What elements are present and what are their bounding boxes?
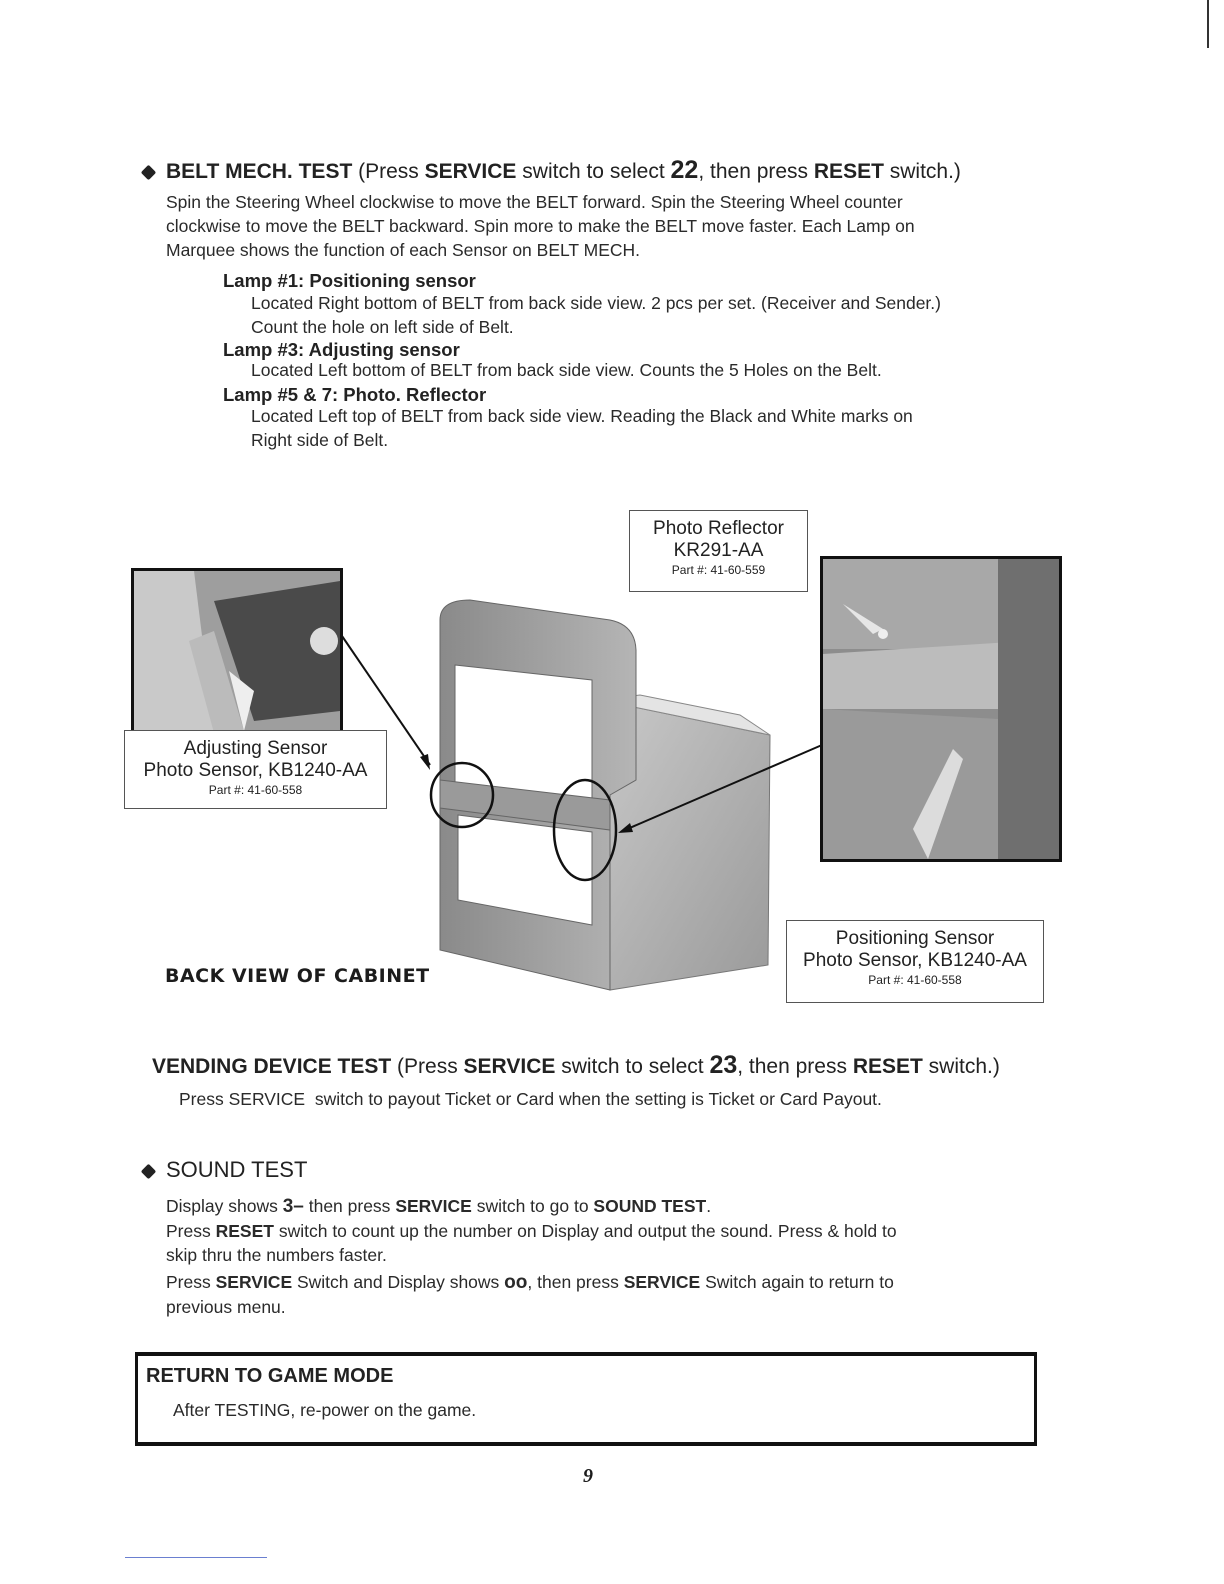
bullet-icon — [141, 165, 157, 181]
belt-test-paragraph: Spin the Steering Wheel clockwise to move the BELT forward. Spin the Steering Wheel counter clockwise to move the BELT backward. Spin more to make the BELT move faster. Each Lamp on Marquee shows the function of each Sensor on BELT MECH. — [166, 192, 915, 260]
scan-edge-line — [1207, 0, 1209, 48]
lamp-5-7-text: Located Left top of BELT from back side view. Reading the Black and White marks on Right side of Belt. — [251, 406, 913, 450]
lamp-1-text: Located Right bottom of BELT from back side view. 2 pcs per set. (Receiver and Sender.) Count the hole on left side of Belt. — [251, 293, 941, 337]
lamp-3-text: Located Left bottom of BELT from back side view. Counts the 5 Holes on the Belt. — [251, 360, 882, 380]
cabinet-illustration — [440, 600, 770, 990]
lamp-3-title: Lamp #3: Adjusting sensor — [223, 339, 460, 360]
sound-test-heading: SOUND TEST — [166, 1157, 308, 1182]
return-mode-text: After TESTING, re-power on the game. — [173, 1400, 477, 1420]
vending-test-heading: VENDING DEVICE TEST (Press SERVICE switch to select 23, then press RESET switch.) — [152, 1051, 1000, 1079]
diagram-caption: BACK VIEW OF CABINET — [165, 965, 430, 987]
return-mode-title: RETURN TO GAME MODE — [146, 1365, 394, 1387]
vending-test-text: Press SERVICE switch to payout Ticket or Card when the setting is Ticket or Card Payout. — [179, 1089, 882, 1109]
sound-test-text: Display shows 3– then press SERVICE switch to go to SOUND TEST. Press RESET switch to count up the number on Display and output the sound. Press & hold to skip thru the numbers faster. Press SERVICE Switch and Display shows oo, then press SERVICE Switch again to return to previous menu. — [166, 1196, 897, 1317]
return-to-game-mode-box — [135, 1352, 1037, 1446]
adjusting-sensor-photo — [131, 568, 343, 736]
lamp-1-title: Lamp #1: Positioning sensor — [223, 270, 476, 291]
page-number: 9 — [583, 1465, 593, 1487]
scan-bottom-line — [125, 1557, 267, 1558]
photo-reflector-photo — [820, 556, 1062, 862]
positioning-sensor-label: Positioning Sensor Photo Sensor, KB1240-AA Part #: 41-60-558 — [786, 920, 1044, 1003]
bullet-icon — [141, 1164, 157, 1180]
adjusting-sensor-label: Adjusting Sensor Photo Sensor, KB1240-AA Part #: 41-60-558 — [124, 730, 387, 809]
belt-test-heading: BELT MECH. TEST (Press SERVICE switch to select 22, then press RESET switch.) — [166, 156, 961, 184]
lamp-5-7-title: Lamp #5 & 7: Photo. Reflector — [223, 384, 487, 405]
photo-reflector-label: Photo Reflector KR291-AA Part #: 41-60-559 — [629, 510, 808, 592]
